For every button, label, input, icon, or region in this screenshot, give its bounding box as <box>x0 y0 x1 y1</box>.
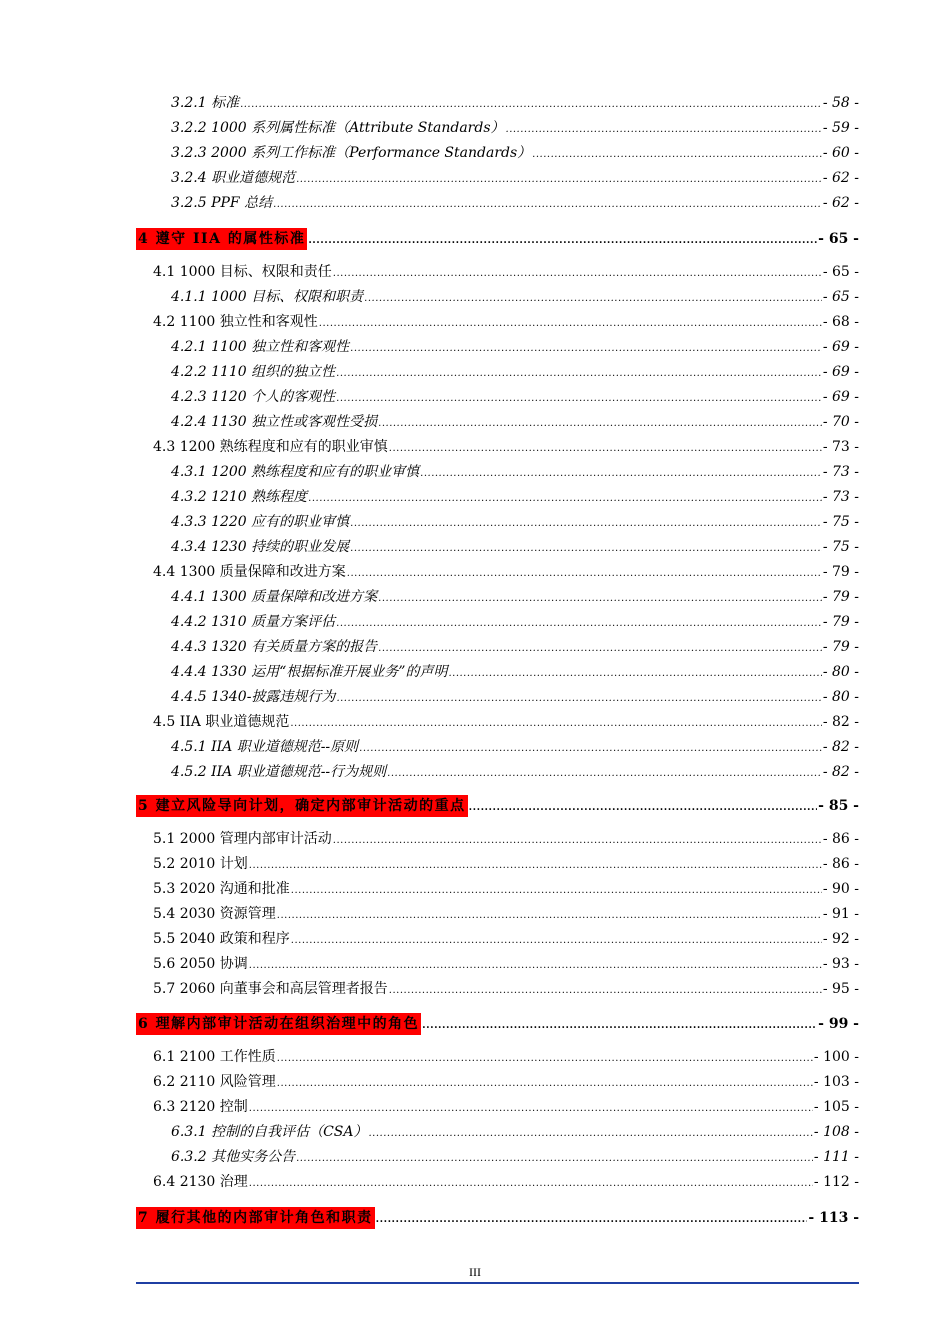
toc-entry-page: - 69 - <box>822 389 859 405</box>
toc-entry-page: - 69 - <box>822 364 859 380</box>
toc-entry-label: 6.1 2100 工作性质 <box>153 1049 276 1065</box>
dot-leader <box>249 1102 813 1116</box>
toc-entry-page: - 59 - <box>822 120 859 136</box>
footer-page-number: III <box>469 1265 481 1279</box>
dot-leader <box>387 767 822 781</box>
dot-leader <box>296 173 822 187</box>
toc-entry[interactable] <box>171 763 859 781</box>
toc-entry-page: - 86 - <box>822 856 859 872</box>
toc-entry[interactable] <box>171 488 859 506</box>
toc-entry-page: - 68 - <box>822 314 859 330</box>
dot-leader <box>359 742 822 756</box>
dot-leader <box>364 292 822 306</box>
toc-entry-label: 4.4.5 1340-披露违规行为 <box>171 689 336 705</box>
dot-leader <box>376 1213 808 1227</box>
toc-entry-page: - 91 - <box>822 906 859 922</box>
toc-entry[interactable] <box>153 263 859 281</box>
toc-entry-label: 3.2.3 2000 系列工作标准（Performance Standards） <box>171 145 532 161</box>
toc-entry-page: - 93 - <box>822 956 859 972</box>
toc-entry[interactable] <box>153 880 859 898</box>
toc-entry[interactable] <box>171 638 859 656</box>
dot-leader <box>333 267 822 281</box>
dot-leader <box>249 859 822 873</box>
toc-entry[interactable] <box>153 955 859 973</box>
toc-entry[interactable] <box>153 1048 859 1066</box>
toc-entry-label: 4.2 1100 独立性和客观性 <box>153 314 318 330</box>
toc-entry[interactable] <box>171 338 859 356</box>
toc-entry[interactable] <box>171 738 859 756</box>
toc-entry-label: 4.5 IIA 职业道德规范 <box>153 714 290 730</box>
toc-entry-page: - 75 - <box>822 514 859 530</box>
toc-entry-label: 5.4 2030 资源管理 <box>153 906 276 922</box>
dot-leader <box>319 317 822 331</box>
toc-entry-page: - 69 - <box>822 339 859 355</box>
toc-entry[interactable] <box>153 313 859 331</box>
toc-entry[interactable] <box>171 513 859 531</box>
toc-chapter-heading[interactable] <box>136 1207 859 1229</box>
dot-leader <box>378 642 822 656</box>
toc-entry[interactable] <box>171 663 859 681</box>
toc-entry-page: - 111 - <box>813 1149 859 1165</box>
dot-leader <box>420 467 822 481</box>
dot-leader <box>296 1152 813 1166</box>
toc-entry-label: 4.2.2 1110 组织的独立性 <box>171 364 336 380</box>
toc-entry[interactable] <box>171 194 859 212</box>
dot-leader <box>532 148 822 162</box>
toc-entry-page: - 73 - <box>822 489 859 505</box>
toc-entry-page: - 58 - <box>822 95 859 111</box>
dot-leader <box>308 234 817 248</box>
toc-entry[interactable] <box>171 119 859 137</box>
dot-leader <box>469 801 818 815</box>
toc-entry-label: 5.7 2060 向董事会和高层管理者报告 <box>153 981 388 997</box>
dot-leader <box>240 98 822 112</box>
dot-leader <box>350 342 822 356</box>
dot-leader <box>336 617 822 631</box>
dot-leader <box>290 717 821 731</box>
toc-entry-label: 4.1 1000 目标、权限和责任 <box>153 264 332 280</box>
toc-entry[interactable] <box>171 463 859 481</box>
dot-leader <box>277 1077 813 1091</box>
toc-entry[interactable] <box>153 905 859 923</box>
toc-entry[interactable] <box>171 388 859 406</box>
toc-entry[interactable] <box>153 1073 859 1091</box>
toc-entry-page: - 105 - <box>813 1099 859 1115</box>
dot-leader <box>308 492 822 506</box>
toc-entry[interactable] <box>171 1148 859 1166</box>
toc-entry[interactable] <box>171 413 859 431</box>
toc-entry-page: - 80 - <box>822 664 859 680</box>
dot-leader <box>291 934 822 948</box>
toc-entry[interactable] <box>171 588 859 606</box>
toc-entry[interactable] <box>153 563 859 581</box>
toc-entry[interactable] <box>153 713 859 731</box>
toc-entry-label: 6.2 2110 风险管理 <box>153 1074 276 1090</box>
toc-entry-page: - 82 - <box>822 714 859 730</box>
toc-entry-page: - 95 - <box>822 981 859 997</box>
toc-entry-page: - 79 - <box>822 564 859 580</box>
toc-entry-page: - 108 - <box>813 1124 859 1140</box>
toc-entry-label: 4.4 1300 质量保障和改进方案 <box>153 564 346 580</box>
toc-entry-page: - 70 - <box>822 414 859 430</box>
toc-entry-label: 6.3.1 控制的自我评估（CSA） <box>171 1124 368 1140</box>
toc-entry[interactable] <box>171 144 859 162</box>
dot-leader <box>249 1177 813 1191</box>
toc-entry-page: - 60 - <box>822 145 859 161</box>
toc-entry-page: - 80 - <box>822 689 859 705</box>
toc-entry-label: 5.2 2010 计划 <box>153 856 248 872</box>
toc-entry-page: - 65 - <box>822 264 859 280</box>
toc-entry-page: - 65 - <box>822 289 859 305</box>
toc-entry-page: - 79 - <box>822 614 859 630</box>
footer-divider <box>136 1282 859 1284</box>
toc-entry[interactable] <box>171 363 859 381</box>
toc-entry-label: 3.2.4 职业道德规范 <box>171 170 296 186</box>
toc-entry-label: 5.5 2040 政策和程序 <box>153 931 290 947</box>
toc-chapter-heading[interactable] <box>136 795 859 817</box>
toc-entry-page: - 62 - <box>822 170 859 186</box>
toc-entry-label: 4.3.3 1220 应有的职业审慎 <box>171 514 350 530</box>
toc-chapter-page: - 65 - <box>818 231 859 247</box>
dot-leader <box>291 884 822 898</box>
toc-entry-label: 6.4 2130 治理 <box>153 1174 248 1190</box>
toc-entry[interactable] <box>171 288 859 306</box>
toc-entry[interactable] <box>171 1123 859 1141</box>
toc-entry-page: - 100 - <box>813 1049 859 1065</box>
toc-chapter-page: - 85 - <box>818 798 859 814</box>
dot-leader <box>350 542 822 556</box>
toc-entry-page: - 82 - <box>822 764 859 780</box>
toc-chapter-label: 5 建立风险导向计划，确定内部审计活动的重点 <box>136 795 468 817</box>
toc-chapter-label: 7 履行其他的内部审计角色和职责 <box>136 1207 375 1229</box>
dot-leader <box>336 367 822 381</box>
toc-chapter-page: - 99 - <box>818 1016 859 1032</box>
toc-entry-label: 4.4.1 1300 质量保障和改进方案 <box>171 589 378 605</box>
dot-leader <box>389 984 822 998</box>
toc-entry[interactable] <box>153 930 859 948</box>
toc-entry-label: 4.2.3 1120 个人的客观性 <box>171 389 336 405</box>
toc-entry-page: - 103 - <box>813 1074 859 1090</box>
toc-entry[interactable] <box>153 1098 859 1116</box>
toc-entry-label: 4.2.4 1130 独立性或客观性受损 <box>171 414 378 430</box>
toc-entry-page: - 62 - <box>822 195 859 211</box>
toc-entry-label: 5.6 2050 协调 <box>153 956 248 972</box>
toc-chapter-heading[interactable] <box>136 1013 859 1035</box>
dot-leader <box>336 692 821 706</box>
toc-entry-label: 4.2.1 1100 独立性和客观性 <box>171 339 350 355</box>
dot-leader <box>448 667 821 681</box>
toc-entry[interactable] <box>153 830 859 848</box>
toc-entry[interactable] <box>171 688 859 706</box>
toc-entry[interactable] <box>153 855 859 873</box>
dot-leader <box>277 1052 813 1066</box>
toc-entry[interactable] <box>171 169 859 187</box>
toc-entry-label: 4.3.1 1200 熟练程度和应有的职业审慎 <box>171 464 420 480</box>
toc-entry[interactable] <box>171 613 859 631</box>
toc-entry-label: 4.4.3 1320 有关质量方案的报告 <box>171 639 378 655</box>
dot-leader <box>350 517 822 531</box>
dot-leader <box>333 834 822 848</box>
toc-entry[interactable] <box>153 1173 859 1191</box>
toc-entry-label: 4.3 1200 熟练程度和应有的职业审慎 <box>153 439 388 455</box>
toc-entry-label: 3.2.1 标准 <box>171 95 240 111</box>
dot-leader <box>389 442 822 456</box>
toc-entry-label: 4.5.2 IIA 职业道德规范--行为规则 <box>171 764 387 780</box>
toc-entry[interactable] <box>153 980 859 998</box>
toc-entry[interactable] <box>153 438 859 456</box>
toc-entry-label: 3.2.5 PPF 总结 <box>171 195 273 211</box>
toc-entry-label: 4.4.4 1330 运用“根据标准开展业务”的声明 <box>171 664 448 680</box>
toc-entry-label: 4.1.1 1000 目标、权限和职责 <box>171 289 364 305</box>
toc-entry[interactable] <box>171 538 859 556</box>
toc-chapter-heading[interactable] <box>136 228 859 250</box>
dot-leader <box>277 909 822 923</box>
dot-leader <box>249 959 822 973</box>
toc-entry-label: 6.3 2120 控制 <box>153 1099 248 1115</box>
toc-entry-page: - 73 - <box>822 464 859 480</box>
toc-chapter-page: - 113 - <box>808 1210 859 1226</box>
toc-entry-label: 6.3.2 其他实务公告 <box>171 1149 296 1165</box>
dot-leader <box>506 123 822 137</box>
dot-leader <box>378 417 822 431</box>
toc-entry-label: 5.3 2020 沟通和批准 <box>153 881 290 897</box>
toc-entry-label: 4.4.2 1310 质量方案评估 <box>171 614 336 630</box>
dot-leader <box>369 1127 813 1141</box>
toc-entry-page: - 75 - <box>822 539 859 555</box>
toc-entry-page: - 112 - <box>813 1174 859 1190</box>
dot-leader <box>336 392 822 406</box>
dot-leader <box>422 1019 817 1033</box>
toc-entry-page: - 79 - <box>822 639 859 655</box>
toc-entry-label: 3.2.2 1000 系列属性标准（Attribute Standards） <box>171 120 505 136</box>
toc-entry-page: - 90 - <box>822 881 859 897</box>
toc-entry-page: - 86 - <box>822 831 859 847</box>
dot-leader <box>273 198 822 212</box>
toc-entry-page: - 92 - <box>822 931 859 947</box>
toc-entry[interactable] <box>171 94 859 112</box>
dot-leader <box>347 567 822 581</box>
toc-entry-page: - 82 - <box>822 739 859 755</box>
toc-entry-page: - 79 - <box>822 589 859 605</box>
toc-entry-label: 4.3.4 1230 持续的职业发展 <box>171 539 350 555</box>
toc-entry-label: 5.1 2000 管理内部审计活动 <box>153 831 332 847</box>
toc-chapter-label: 6 理解内部审计活动在组织治理中的角色 <box>136 1013 421 1035</box>
toc-entry-label: 4.5.1 IIA 职业道德规范--原则 <box>171 739 359 755</box>
toc-entry-label: 4.3.2 1210 熟练程度 <box>171 489 308 505</box>
dot-leader <box>378 592 822 606</box>
toc-entry-page: - 73 - <box>822 439 859 455</box>
toc-chapter-label: 4 遵守 IIA 的属性标准 <box>136 228 307 250</box>
